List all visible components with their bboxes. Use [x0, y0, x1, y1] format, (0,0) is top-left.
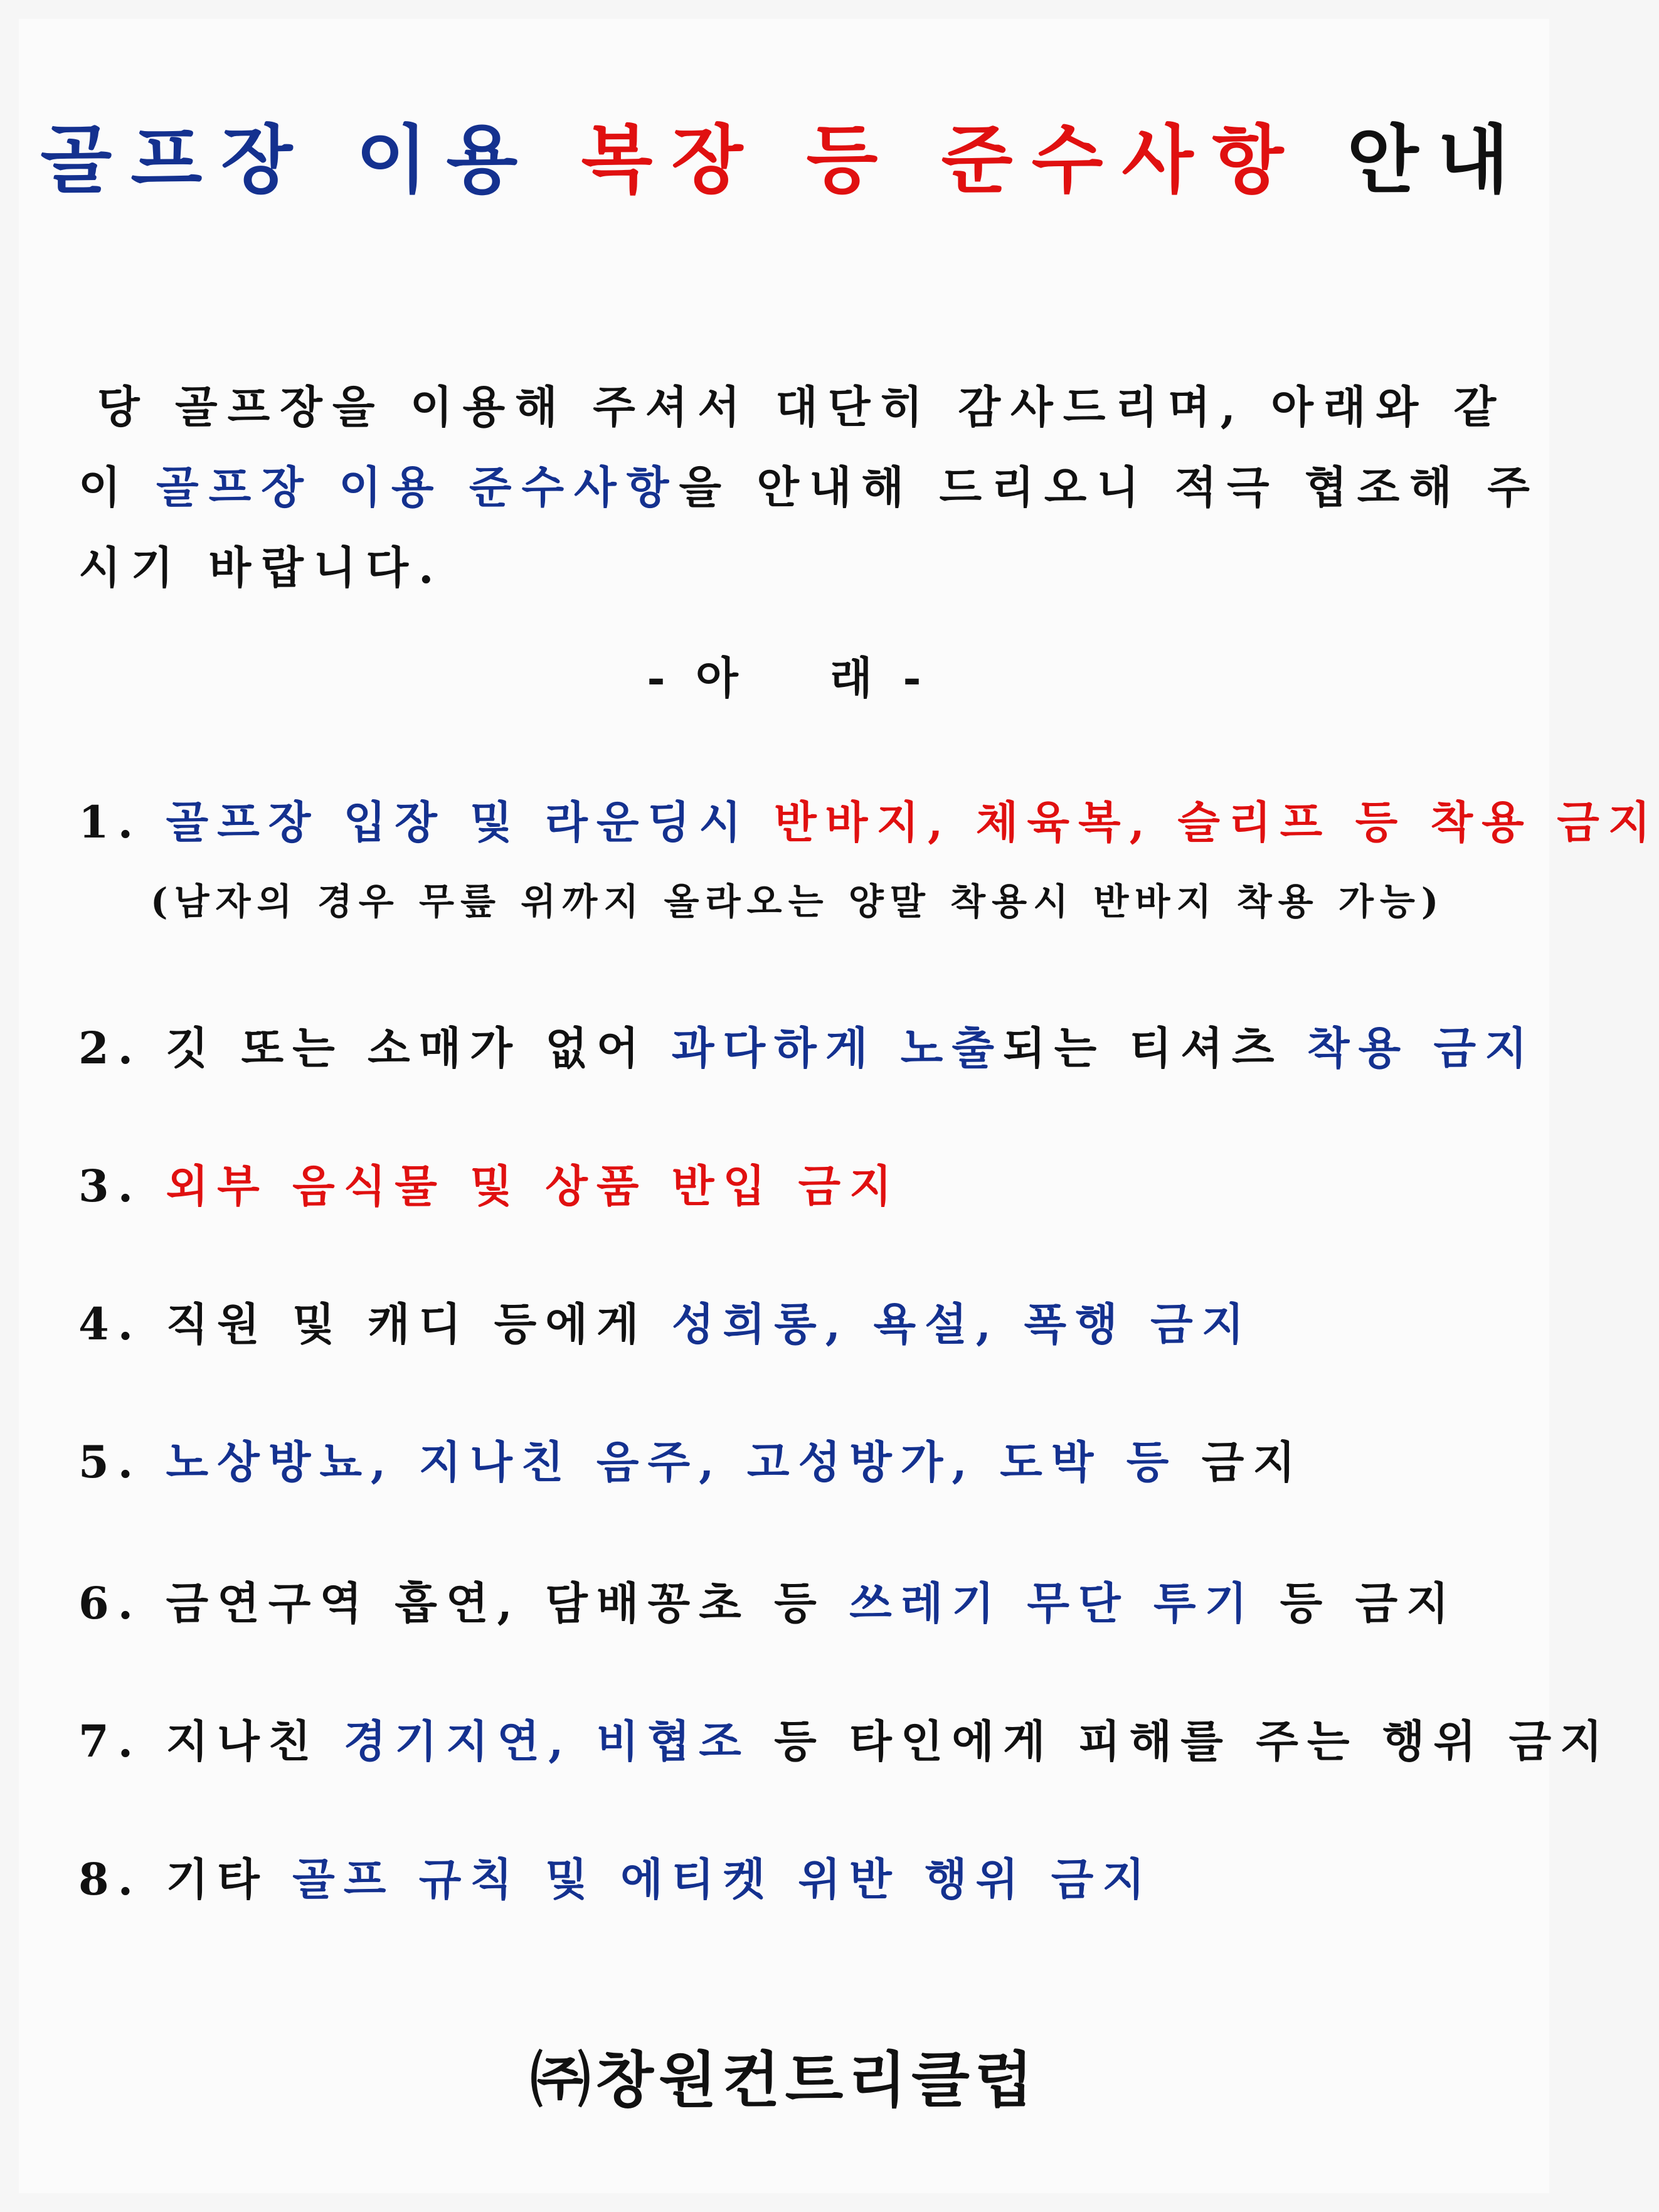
title-part-red: 복장 등 준수사항: [581, 116, 1303, 203]
item-text: 깃 또는 소매가 없어: [166, 1022, 672, 1074]
intro-line-2a: 이: [78, 461, 156, 513]
rule-item-2: [78, 1013, 1536, 1077]
item-text: 금지: [1201, 1436, 1304, 1488]
section-heading: - 아 래 -: [647, 652, 921, 704]
item-text: 등 타인에게 피해를 주는 행위 금지: [750, 1715, 1611, 1767]
intro-highlight: 골프장 이용 준수사항: [156, 461, 679, 513]
item-number: 4.: [78, 1298, 166, 1350]
item-text-blue: 착용 금지: [1307, 1022, 1536, 1074]
intro-line-3: 시기 바랍니다.: [78, 541, 444, 593]
intro-line-2: [78, 447, 1540, 528]
item-number: 1.: [78, 796, 166, 848]
rule-item-1-note: (남자의 경우 무릎 위까지 올라오는 양말 착용시 반바지 착용 가능): [151, 880, 1445, 923]
rule-item-3: [78, 1151, 901, 1215]
rule-item-5: [78, 1427, 1304, 1491]
item-number: 7.: [78, 1715, 166, 1767]
item-text: 기타: [166, 1853, 293, 1905]
item-text: 직원 및 캐디 등에게: [166, 1298, 672, 1350]
page-title: [0, 100, 1568, 207]
item-number: 6.: [78, 1577, 166, 1629]
rule-item-8: [78, 1844, 1153, 1908]
rule-item-7: [78, 1706, 1611, 1770]
item-text-blue: 성희롱, 욕설, 폭행 금지: [671, 1298, 1253, 1350]
intro-line-2c: 을 안내해 드리오니 적극 협조해 주: [679, 461, 1540, 513]
item-text-blue: 노상방뇨, 지나친 음주, 고성방가, 도박 등: [166, 1436, 1202, 1488]
title-part-black: 안내: [1347, 116, 1528, 203]
item-text-blue: 골프장 입장 및 라운딩시: [166, 796, 775, 848]
rule-item-4: [78, 1289, 1253, 1353]
item-text-red: 외부 음식물 및 상품 반입 금지: [166, 1160, 901, 1212]
item-number: 8.: [78, 1853, 166, 1905]
company-name: ㈜창원컨트리클럽: [530, 2045, 1038, 2115]
title-part-blue: 골프장 이용: [40, 116, 537, 203]
item-text: 금연구역 흡연, 담배꽁초 등: [166, 1577, 850, 1629]
item-text-blue: 과다하게 노출: [671, 1022, 1003, 1074]
item-text: 되는 티셔츠: [1003, 1022, 1307, 1074]
item-number: 2.: [78, 1022, 166, 1074]
item-text: 지나친: [166, 1715, 344, 1767]
intro-line-1: 당 골프장을 이용해 주셔서 대단히 감사드리며, 아래와 같: [97, 381, 1507, 433]
item-text: 등 금지: [1256, 1577, 1458, 1629]
rule-item-1: [78, 787, 1659, 851]
item-number: 5.: [78, 1436, 166, 1488]
item-text-blue: 골프 규칙 및 에티켓 위반 행위 금지: [292, 1853, 1153, 1905]
rule-item-6: [78, 1568, 1458, 1632]
item-text-blue: 쓰레기 무단 투기: [849, 1577, 1256, 1629]
item-number: 3.: [78, 1160, 166, 1212]
item-text-red: 반바지, 체육복, 슬리프 등 착용 금지: [774, 796, 1659, 848]
intro-paragraph: [78, 367, 1540, 608]
item-text-blue: 경기지연, 비협조: [343, 1715, 750, 1767]
